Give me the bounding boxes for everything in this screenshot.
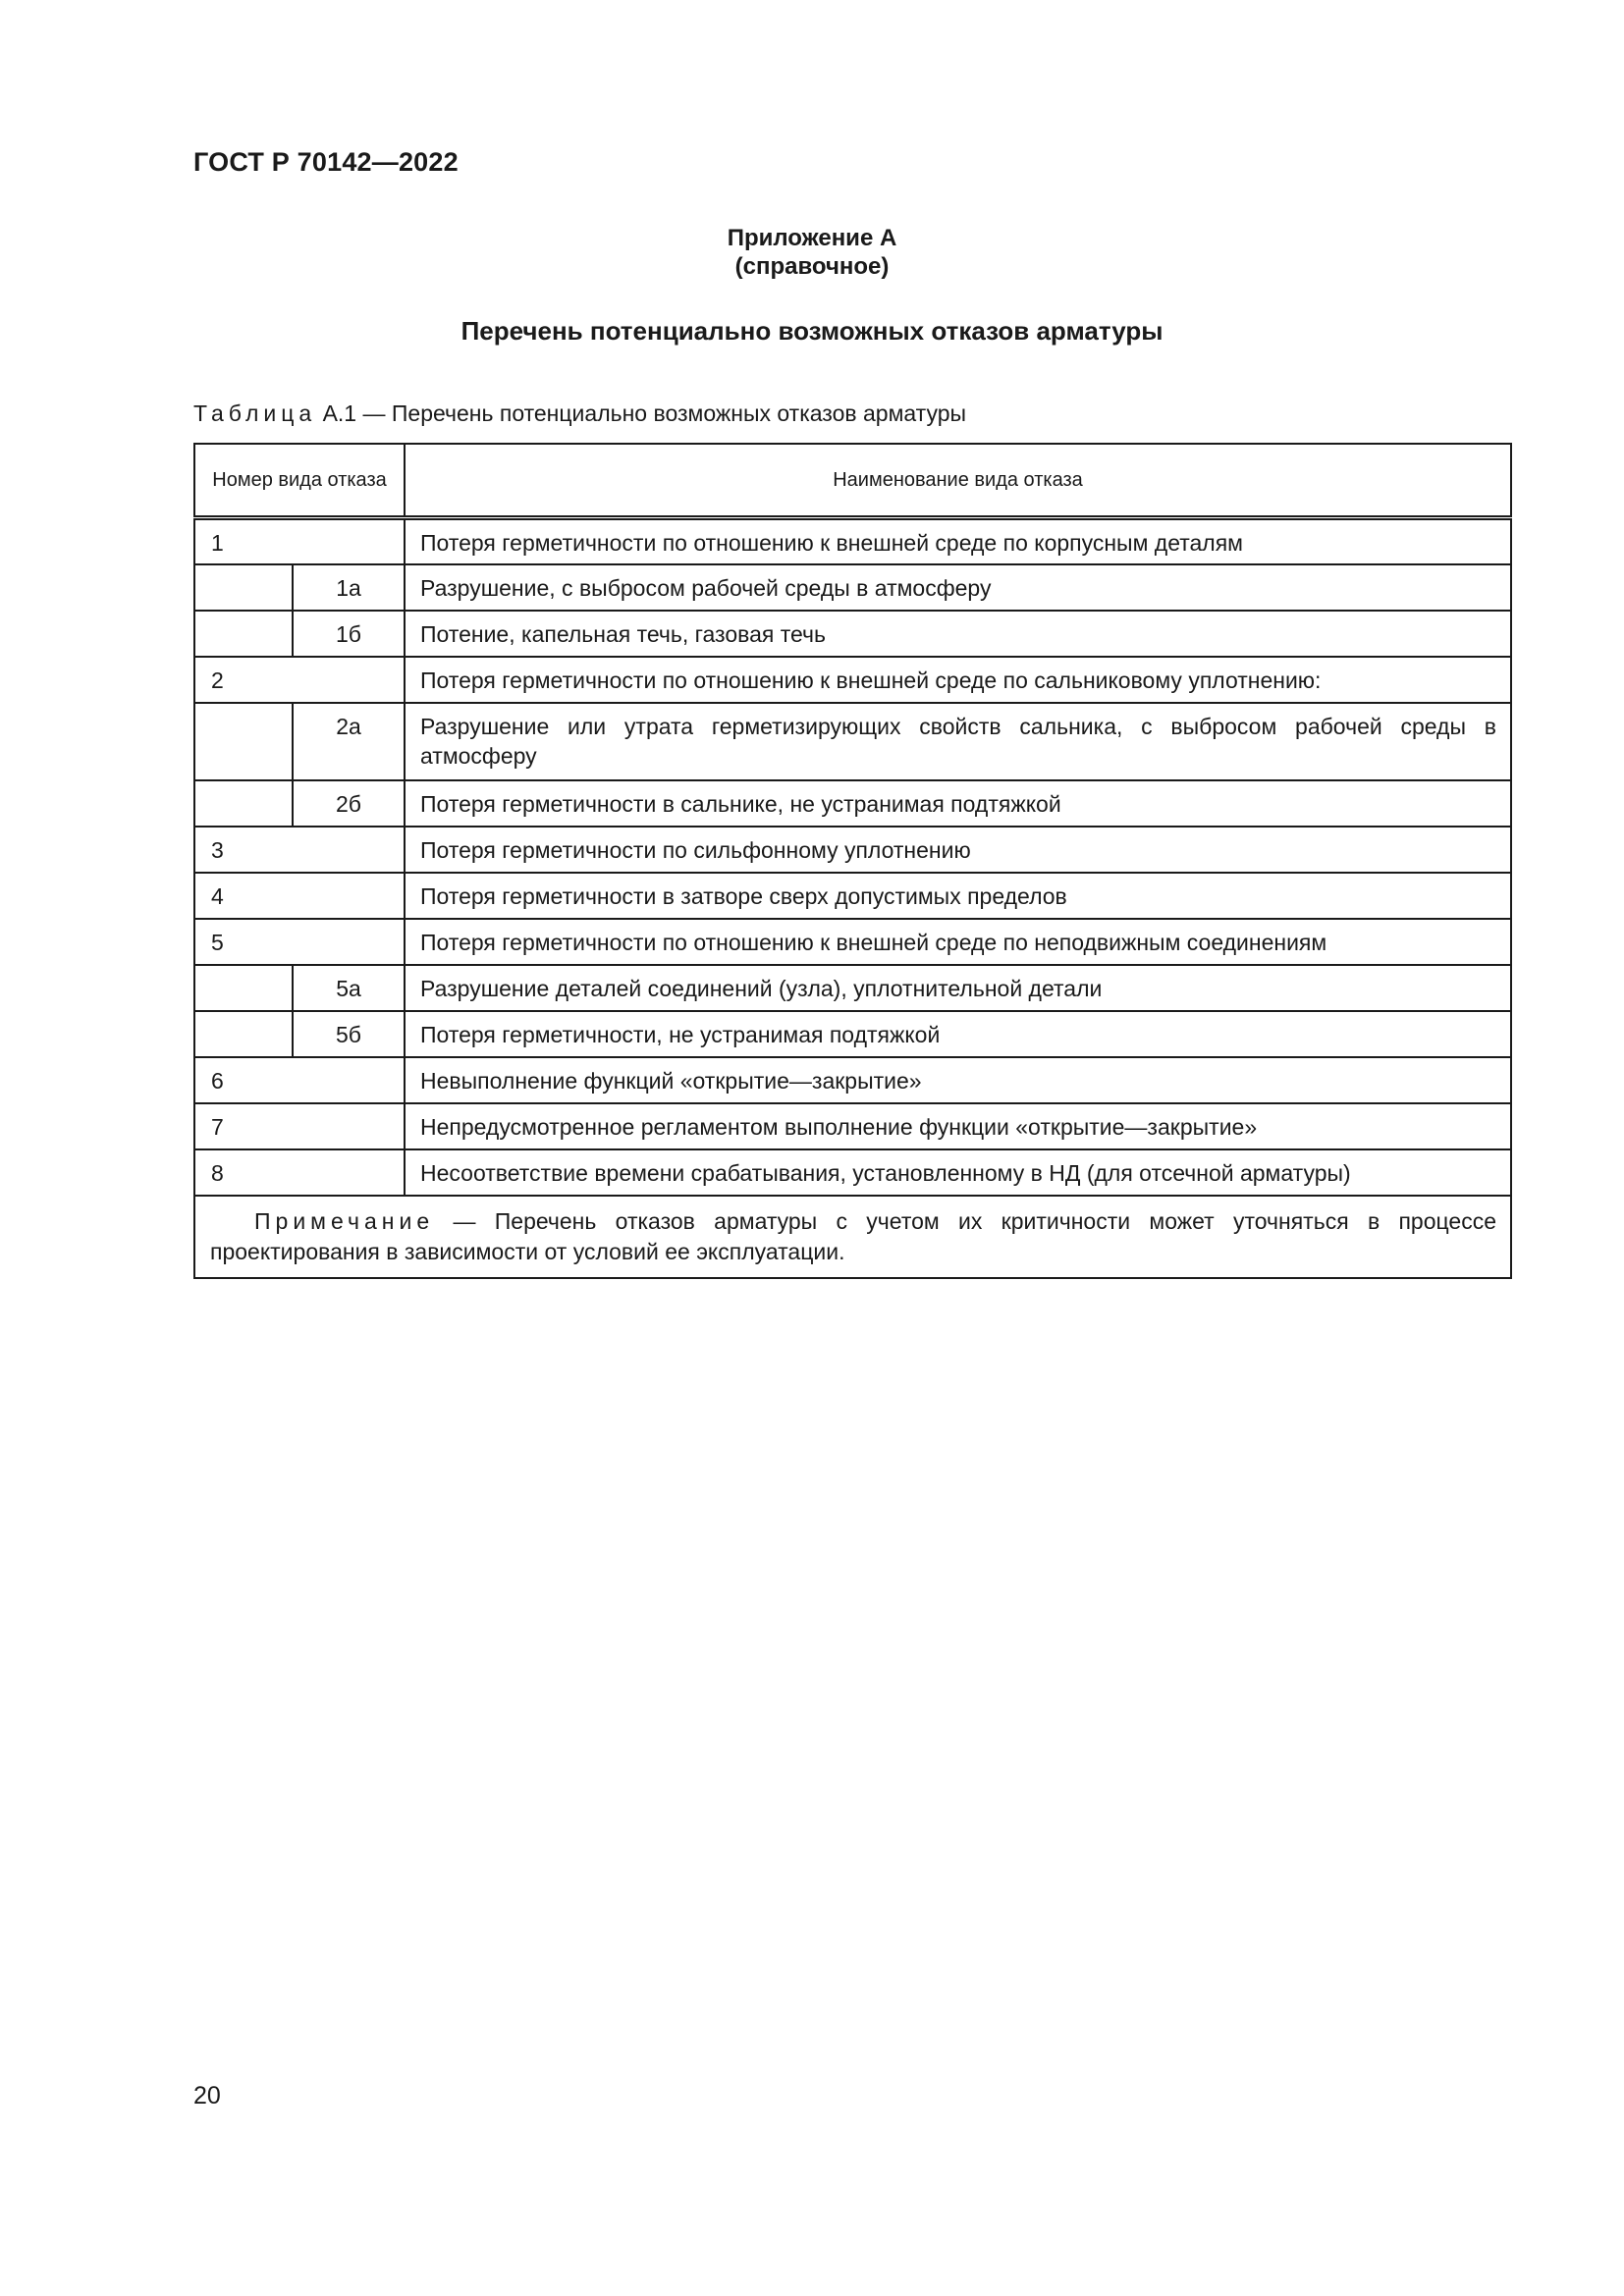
failure-description: Потеря герметичности в сальнике, не устранимая подтяжкой (405, 780, 1511, 827)
failure-subnumber: 2а (293, 703, 405, 780)
failure-description: Потение, капельная течь, газовая течь (405, 611, 1511, 657)
failure-types-table (193, 443, 1512, 1279)
failure-number: 8 (194, 1149, 405, 1196)
failure-description: Несоответствие времени срабатывания, установленному в НД (для отсечной арматуры) (405, 1149, 1511, 1196)
table-row (194, 919, 1511, 965)
table-row (194, 1103, 1511, 1149)
failure-number: 6 (194, 1057, 405, 1103)
failure-number-empty (194, 1011, 293, 1057)
failure-subnumber: 5а (293, 965, 405, 1011)
failure-number: 4 (194, 873, 405, 919)
failure-subnumber: 5б (293, 1011, 405, 1057)
failure-description: Потеря герметичности по отношению к внешней среде по корпусным деталям (405, 518, 1511, 564)
failure-subnumber: 2б (293, 780, 405, 827)
failure-description: Потеря герметичности по сильфонному уплотнению (405, 827, 1511, 873)
page-number: 20 (193, 2082, 221, 2109)
note-text: — Перечень отказов арматуры с учетом их критичности может уточняться в процессе проектирования в зависимости от условий ее эксплуатации. (210, 1207, 1497, 1264)
failure-description: Потеря герметичности, не устранимая подтяжкой (405, 1011, 1511, 1057)
header-failure-number: Номер вида отказа (194, 444, 405, 518)
table-row (194, 827, 1511, 873)
failure-number: 3 (194, 827, 405, 873)
table-row (194, 657, 1511, 703)
appendix-heading: Перечень потенциально возможных отказов арматуры (460, 316, 1164, 346)
table-row (194, 611, 1511, 657)
failure-description: Потеря герметичности по отношению к внешней среде по сальниковому уплотнению: (405, 657, 1511, 703)
table-body (194, 518, 1511, 1196)
table-note (194, 1196, 1511, 1278)
failure-description: Разрушение деталей соединений (узла), уплотнительной детали (405, 965, 1511, 1011)
note-cell (194, 1196, 1511, 1278)
appendix-title: Приложение А (727, 225, 897, 251)
failure-number-empty (194, 965, 293, 1011)
failure-subnumber: 1б (293, 611, 405, 657)
table-row (194, 1011, 1511, 1057)
note-label: Примечание (254, 1207, 435, 1234)
table-row (194, 564, 1511, 611)
standard-code: ГОСТ Р 70142—2022 (193, 147, 459, 177)
table-row (194, 965, 1511, 1011)
failure-subnumber: 1а (293, 564, 405, 611)
failure-description: Разрушение или утрата герметизирующих свойств сальника, с выбросом рабочей среды в атмосферу (405, 703, 1511, 780)
failure-description: Потеря герметичности в затворе сверх допустимых пределов (405, 873, 1511, 919)
table-caption (193, 400, 966, 427)
table-row (194, 703, 1511, 780)
table-row (194, 873, 1511, 919)
table-row (194, 518, 1511, 564)
failure-number: 5 (194, 919, 405, 965)
appendix-kind: (справочное) (734, 253, 890, 280)
table-row (194, 1149, 1511, 1196)
failure-number: 1 (194, 518, 405, 564)
failure-description: Разрушение, с выбросом рабочей среды в атмосферу (405, 564, 1511, 611)
table-header (194, 444, 1511, 518)
table-row (194, 780, 1511, 827)
failure-number: 7 (194, 1103, 405, 1149)
failure-number-empty (194, 703, 293, 780)
table-row (194, 1057, 1511, 1103)
failure-number-empty (194, 611, 293, 657)
failure-number-empty (194, 780, 293, 827)
failure-description: Потеря герметичности по отношению к внешней среде по неподвижным соединениям (405, 919, 1511, 965)
header-failure-name: Наименование вида отказа (405, 444, 1511, 518)
table-caption-text: А.1 — Перечень потенциально возможных отказов арматуры (322, 400, 967, 426)
failure-number-empty (194, 564, 293, 611)
failure-description: Непредусмотренное регламентом выполнение функции «открытие—закрытие» (405, 1103, 1511, 1149)
table-caption-label: Таблица (193, 400, 317, 426)
failure-description: Невыполнение функций «открытие—закрытие» (405, 1057, 1511, 1103)
failure-number: 2 (194, 657, 405, 703)
